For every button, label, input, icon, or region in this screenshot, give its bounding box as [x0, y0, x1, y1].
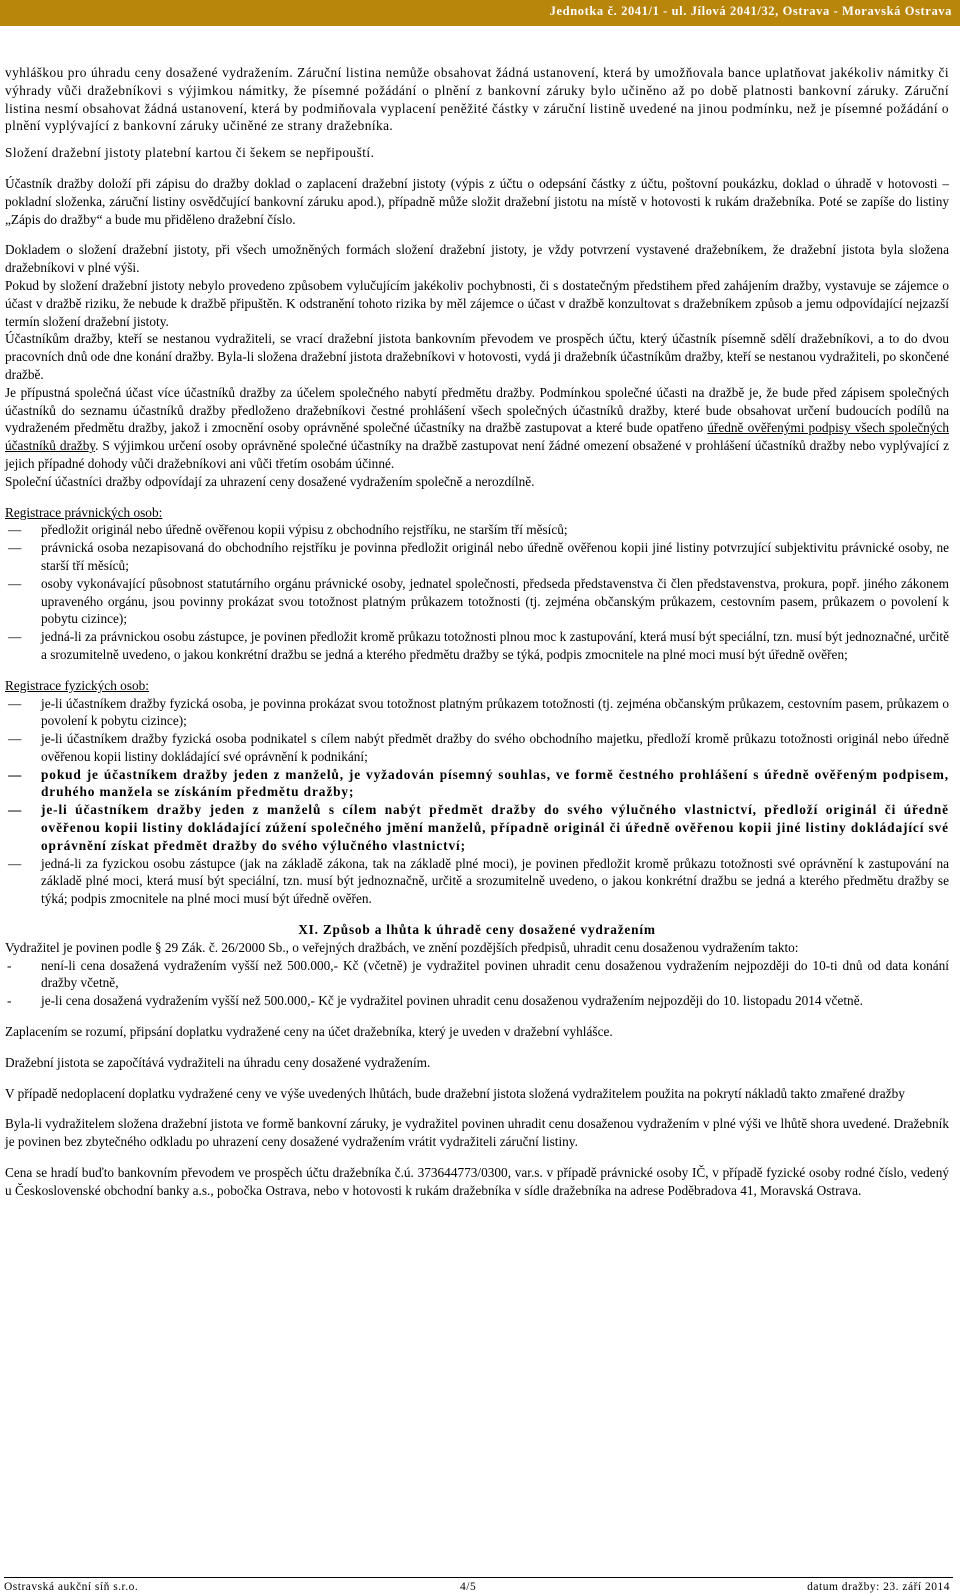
list-item: — jedná-li za právnickou osobu zástupce, je povinen předložit kromě průkazu totožnosti plnou moc k zastupování, která musí být speciální, tzn. musí být jednoznačné, určitě a srozumitelně uvedeno, o jakou konkrétní dražbu se jedná a kterého předmětu dražby se týká, podpis zmocnitele na plné moci musí být úředně ověřen; [5, 628, 949, 664]
paragraph-joint-liability: Společní účastníci dražby odpovídají za uhrazení ceny dosažené vydražením společně a nerozdílně. [5, 473, 535, 489]
list-item: — je-li účastníkem dražby fyzická osoba podnikatel s cílem nabýt předmět dražby do svého obchodního majetku, předloží kromě průkazu totožnosti originál nebo úředně ověřenou kopii listiny dokládající své oprávnění k podnikání; [5, 730, 949, 766]
paragraph-non-payment: V případě nedoplacení doplatku vydražené ceny ve výše uvedených lhůtách, bude dražební jistota složená vydražitelem použita na pokrytí nákladů takto zmařené dražby [5, 1085, 905, 1101]
list-item: - je-li cena dosažená vydražením vyšší než 500.000,- Kč je vydražitel povinen uhradit cenu dosaženou vydražením nejpozději do 10. listopadu 2014 včetně. [5, 992, 949, 1010]
paragraph-deposit-confirmation: Dokladem o složení dražební jistoty, při všech umožněných formách složení dražební jistoty, je vždy potvrzení vystavené dražebníkem, že dražební jistota byla složena dražebníkovi v plné výši. [5, 242, 949, 276]
paragraph-bank-guarantee-payment: Byla-li vydražitelem složena dražební jistota ve formě bankovní záruky, je vydražitel povinen uhradit cenu dosaženou vydražením v plné výši ve lhůtě shora uvedené. Dražebník je povinen bez zbytečného odkladu po uhrazení ceny dosažené vydražením vrátit vydražiteli záruční listiny. [5, 1116, 949, 1150]
list-item: — pokud je účastníkem dražby jeden z manželů, je vyžadován písemný souhlas, ve formě čestného prohlášení s úředně ověřeným podpisem, druhého manžela se získáním předmětu dražby; [5, 766, 949, 802]
document-body [5, 64, 949, 1200]
list-item: — jedná-li za fyzickou osobu zástupce (jak na základě zákona, tak na základě plné moci), je povinen předložit kromě průkazu totožnosti své oprávnění k zastupování na základě plné moci, která musí být speciální, tzn. musí být jednoznačně, určitě a srozumitelně uvedeno, o jakou konkrétní dražbu se jedná a kterého předmětu dražby se týká; podpis zmocnitele na plné moci musí být úředně ověřen. [5, 855, 949, 908]
paragraph-deposit-return: Účastníkům dražby, kteří se nestanou vydražiteli, se vrací dražební jistota bankovním převodem ve prospěch účtu, který účastník písemně sdělí dražebníkovi, a to do dvou pracovních dnů ode dne konání dražby. Byla-li složena dražební jistota dražebníkovi v hotovosti, vydá ji dražebník účastníkům dražby, kteří se nestanou vydražiteli, po skončené dražbě. [5, 331, 949, 382]
paragraph-deposit-proof: Účastník dražby doloží při zápisu do dražby doklad o zaplacení dražební jistoty (výpis z účtu o odepsání částky z účtu, poštovní poukázku, doklad o úhradě v hotovosti – pokladní složenka, záruční listiny osvědčující bankovní záruku apod.), případně může složit dražební jistotu na místě v hotovosti k rukám dražebníka. Poté se zapíše do listiny „Zápis do dražby“ a bude mu přiděleno dražební číslo. [5, 175, 949, 227]
paragraph-guarantee-conditions: vyhláškou pro úhradu ceny dosažené vydražením. Záruční listina nemůže obsahovat žádná ustanovení, která by umožňovala bance uplatňovat jakékoliv námitky či výhrady vůči dražebníkovi s výjimkou námitky, že písemné požádání o plnění z bankovní záruky bylo učiněno až po době platnosti bankovní záruky. Záruční listina nesmí obsahovat žádná ustanovení, která by podmiňovala vyplacení peněžité částky v záruční listině uvedené na jinou podmínku, než je písemné požádání o plnění vyplývající z bankovní záruky učiněné ze strany dražebníka. [5, 65, 949, 134]
list-item: - není-li cena dosažená vydražením vyšší než 500.000,- Kč (včetně) je vydražitel povinen uhradit cenu dosaženou vydražením nejpozději do 10-ti dnů od data konání dražby včetně, [5, 957, 949, 993]
paragraph-deposit-risk: Pokud by složení dražební jistoty nebylo provedeno způsobem vylučujícím jakékoliv pochybnosti, či s dostatečným předstihem před zahájením dražby, vystavuje se zájemce o účast v dražbě riziku, že nebude k dražbě připuštěn. K odstranění tohoto rizika by měl zájemce o účast v dražbě konzultovat s dražebníkem způsob a jemu odpovídající nejzazší termín složení dražební jistoty. [5, 277, 949, 329]
natural-persons-title: Registrace fyzických osob: [5, 677, 149, 693]
verified-signatures-text: úředně ověřenými podpisy všech společných účastníků dražby [5, 420, 949, 454]
header-band [0, 0, 960, 26]
list-item: — je-li účastníkem dražby fyzická osoba, je povinna prokázat svou totožnost platným průkazem totožnosti (tj. zejména občanským průkazem, cestovním pasem, průkazem o povolení k pobytu cizince); [5, 695, 949, 731]
natural-persons-list [5, 695, 949, 909]
section-xi-intro: Vydražitel je povinen podle § 29 Zák. č. 26/2000 Sb., o veřejných dražbách, ve znění pozdějších předpisů, uhradit cenu dosaženou vydražením takto: [5, 939, 799, 955]
section-xi-heading: XI. Způsob a lhůta k úhradě ceny dosažené vydražením [298, 922, 656, 938]
paragraph-payment-method: Cena se hradí buďto bankovním převodem ve prospěch účtu dražebníka č.ú. 373644773/0300, var.s. v případě právnické osoby IČ, v případě fyzické osoby rodné číslo, vedený u Československé obchodní banky a.s., pobočka Ostrava, nebo v hotovosti k rukám dražebníka v sídle dražebníka na adrese Poděbradova 41, Moravská Ostrava. [5, 1165, 949, 1198]
list-item: — osoby vykonávající působnost statutárního orgánu právnické osoby, jednatel společnosti, předseda představenstva či člen představenstva, prokura, popř. jiného zákonem upraveného orgánu, jsou povinny prokázat svou totožnost platným průkazem totožnosti (tj. zejména občanským průkazem, cestovním pasem, průkazem o povolení k pobytu cizince); [5, 575, 949, 628]
header-title: Jednotka č. 2041/1 - ul. Jílová 2041/32, Ostrava - Moravská Ostrava [549, 4, 952, 18]
paragraph-card-cheque-note: Složení dražební jistoty platební kartou či šekem se nepřipouští. [5, 145, 375, 161]
legal-persons-list [5, 521, 949, 663]
payment-terms-list [5, 957, 949, 1010]
list-item: — předložit originál nebo úředně ověřenou kopii výpisu z obchodního rejstříku, ne starším tří měsíců; [5, 521, 949, 539]
footer-divider [4, 1577, 953, 1578]
footer-auction-date: datum dražby: 23. září 2014 [807, 1581, 950, 1593]
paragraph-joint-participation: Je přípustná společná účast více účastníků dražby za účelem společného nabytí předmětu dražby. Podmínkou společné účasti na dražbě je, že bude před zápisem společných účastníků do seznamu účastníků dražby předloženo dražebníkovi čestné prohlášení všech společných účastníků dražby, které bude obsahovat určení budoucích podílů na vydraženém předmětu dražby, jakož i zmocnění osoby oprávněné společné účastníky na dražbě zastupovat a které bude opatřeno úředně ověřenými podpisy všech společných účastníků dražby. S výjimkou určení osoby oprávněné společné účastníky na dražbě zastupovat není žádné omezení obsažené v prohlášení účastníků dražby nebo vyplývající z jejich případné dohody vůči dražebníkovi ani vůči třetím osobám účinné. [5, 384, 949, 471]
legal-persons-title: Registrace právnických osob: [5, 504, 163, 520]
paragraph-payment-meaning: Zaplacením se rozumí, připsání doplatku vydražené ceny na účet dražebníka, který je uveden v dražební vyhlášce. [5, 1024, 613, 1040]
list-item: — právnická osoba nezapisovaná do obchodního rejstříku je povinna předložit originál nebo úředně ověřenou kopii jiné listiny potvrzující subjektivitu právnické osoby, ne starší tří měsíců; [5, 539, 949, 575]
paragraph-deposit-credit: Dražební jistota se započítává vydražiteli na úhradu ceny dosažené vydražením. [5, 1054, 431, 1070]
list-item: — je-li účastníkem dražby jeden z manželů s cílem nabýt předmět dražby do svého výlučného vlastnictví, předloží originál či úředně ověřenou kopii listiny dokládající zúžení společného jmění manželů, případně originál či úředně ověřenou kopii jiné listiny dokládající své oprávnění získat předmět dražby do svého výlučného vlastnictví; [5, 801, 949, 854]
footer-company: Ostravská aukční síň s.r.o. [4, 1581, 139, 1593]
footer-page-number: 4/5 [460, 1581, 477, 1593]
